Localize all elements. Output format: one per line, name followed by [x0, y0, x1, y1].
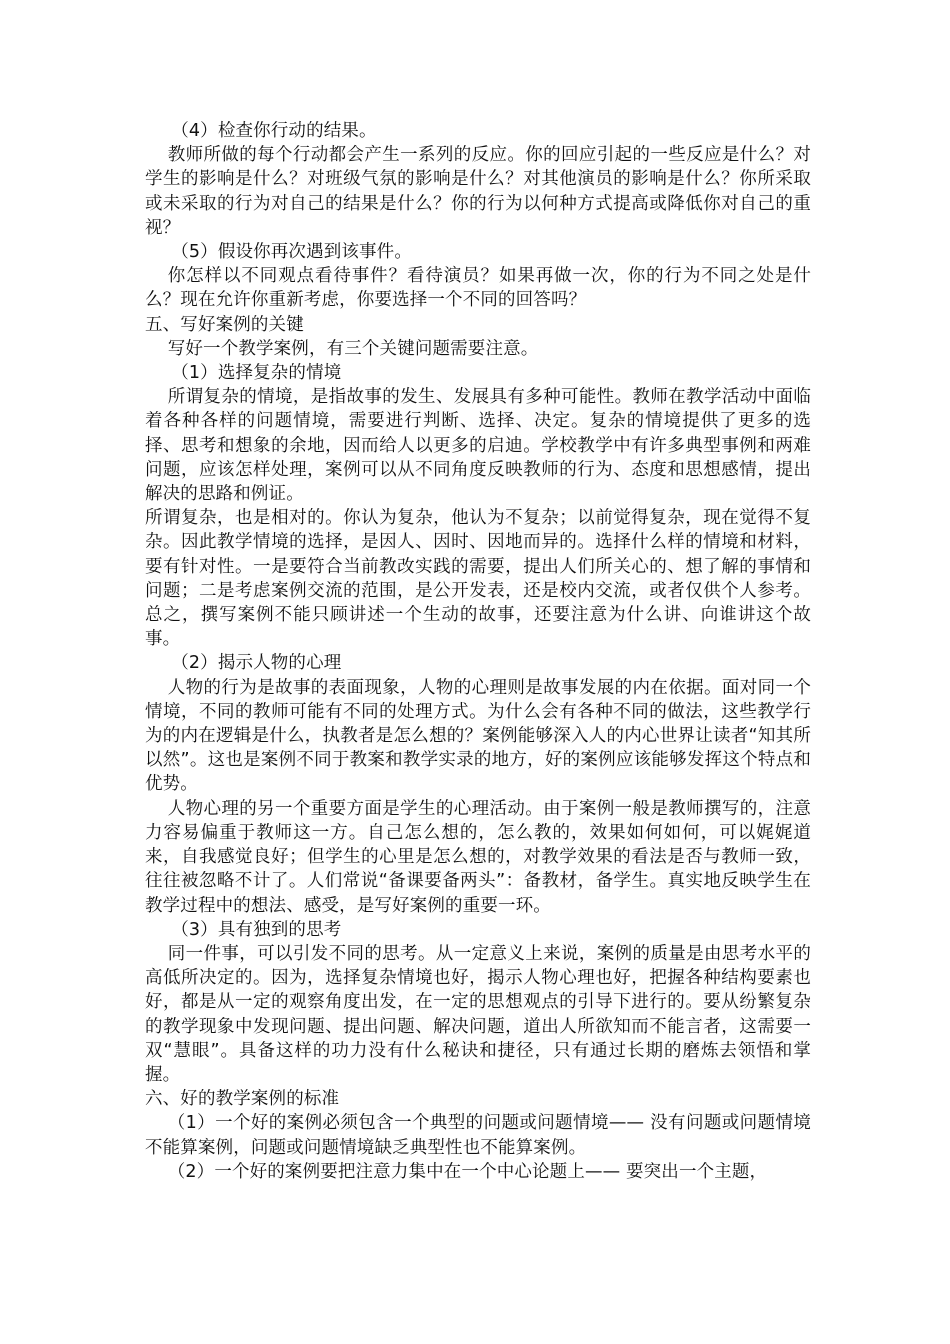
paragraph-student-psychology: 人物心理的另一个重要方面是学生的心理活动。由于案例一般是教师撰写的，注意力容易偏重于教师这一方。自己怎么想的，怎么教的，效果如何如何，可以娓娓道来，自我感觉良好；但学生的心里是怎么想的，对教学效果的看法是否与教师一致，往往被忽略不计了。人们常说“备课要备两头”：备教材，备学生。真实地反映学生在教学过程中的想法、感受，是写好案例的重要一环。 [145, 798, 811, 916]
subheading-check-results: （4）检查你行动的结果。 [171, 121, 377, 141]
paragraph-standard-one: （1）一个好的案例必须包含一个典型的问题或问题情境—— 没有问题或问题情境不能算案例，问题或问题情境缺乏典型性也不能算案例。 [145, 1113, 811, 1158]
section-heading-five: 五、写好案例的关键 [145, 314, 304, 335]
document-page [145, 119, 811, 1184]
paragraph-standard-two: （2）一个好的案例要把注意力集中在一个中心论题上—— 要突出一个主题， [167, 1161, 768, 1182]
subheading-unique-thinking: （3）具有独到的思考 [171, 919, 342, 940]
paragraph-behavior-psychology: 人物的行为是故事的表面现象，人物的心理则是故事发展的内在依据。面对同一个情境，不同的教师可能有不同的处理方式。为什么会有各种不同的做法，这些教学行为的内在逻辑是什么，执教者是怎么想的？案例能够深入人的内心世界让读者“知其所以然”。这也是案例不同于教案和教学实录的地方，好的案例应该能够发挥这个特点和优势。 [145, 677, 811, 795]
paragraph-complex-situation: 所谓复杂的情境，是指故事的发生、发展具有多种可能性。教师在教学活动中面临着各种各样的问题情境，需要进行判断、选择、决定。复杂的情境提供了更多的选择、思考和想象的余地，因而给人以更多的启迪。学校教学中有许多典型事例和两难问题，应该怎样处理，案例可以从不同角度反映教师的行为、态度和思想感情，提出解决的思路和例证。 [145, 387, 811, 505]
paragraph-different-view: 你怎样以不同观点看待事件？看待演员？如果再做一次，你的行为不同之处是什么？现在允许你重新考虑，你要选择一个不同的回答吗？ [145, 266, 811, 311]
subheading-complex-situation: （1）选择复杂的情境 [171, 363, 342, 384]
paragraph-unique-thinking: 同一件事，可以引发不同的思考。从一定意义上来说，案例的质量是由思考水平的高低所决定的。因为，选择复杂情境也好，揭示人物心理也好，把握各种结构要素也好，都是从一定的观察角度出发，在一定的思想观点的引导下进行的。要从纷繁复杂的教学现象中发现问题、提出问题、解决问题，道出人所欲知而不能言者，这需要一双“慧眼”。具备这样的功力没有什么秘诀和捷径，只有通过长期的磨炼去领悟和掌握。 [145, 943, 811, 1085]
paragraph-relative-complexity: 所谓复杂，也是相对的。你认为复杂，他认为不复杂；以前觉得复杂，现在觉得不复杂。因此教学情境的选择，是因人、因时、因地而异的。选择什么样的情境和材料，要有针对性。一是要符合当前教改实践的需要，提出人们所关心的、想了解的事情和问题；二是考虑案例交流的范围，是公开发表，还是校内交流，或者仅供个人参考。总之，撰写案例不能只顾讲述一个生动的故事，还要注意为什么讲、向谁讲这个故事。 [145, 508, 811, 650]
subheading-assume-again: （5）假设你再次遇到该事件。 [171, 242, 412, 263]
paragraph-reactions: 教师所做的每个行动都会产生一系列的反应。你的回应引起的一些反应是什么？对学生的影响是什么？对班级气氛的影响是什么？对其他演员的影响是什么？你所采取或未采取的行为对自己的结果是什么？你的行为以何种方式提高或降低你对自己的重视？ [145, 145, 811, 238]
paragraph-three-keys: 写好一个教学案例，有三个关键问题需要注意。 [167, 338, 539, 359]
subheading-reveal-psychology: （2）揭示人物的心理 [171, 653, 342, 674]
section-heading-six: 六、好的教学案例的标准 [145, 1089, 340, 1110]
